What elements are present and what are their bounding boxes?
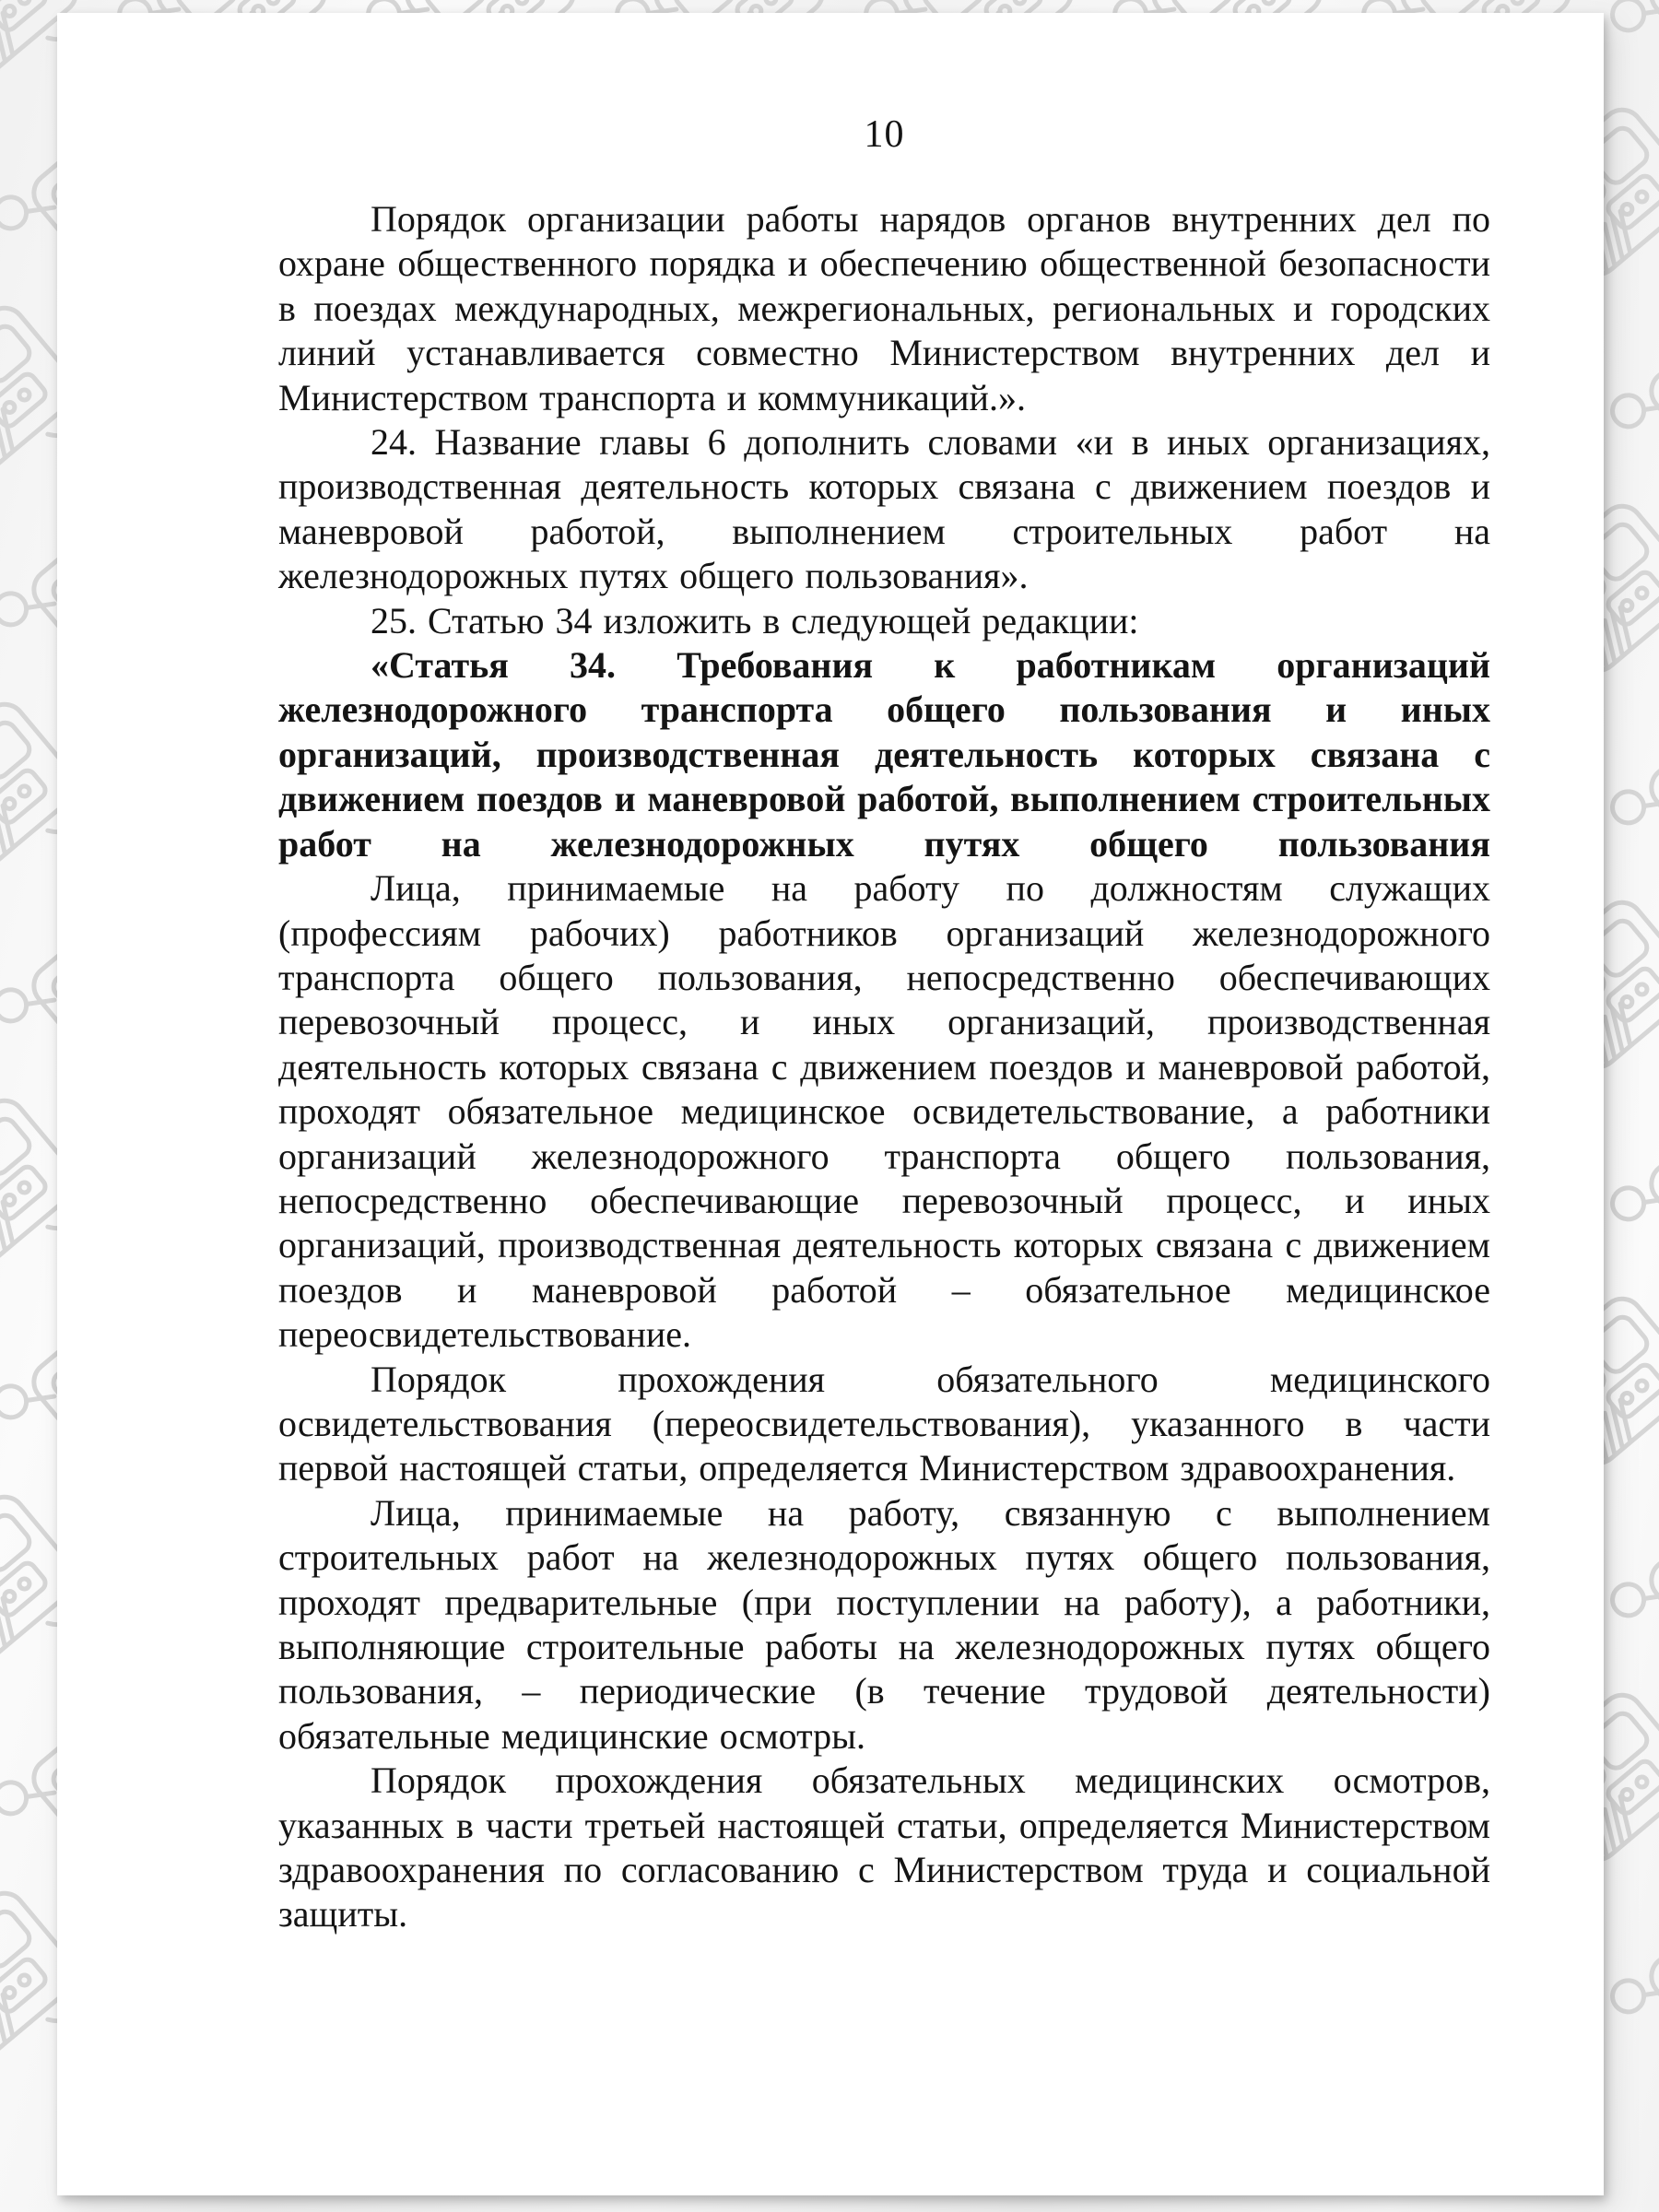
article-34-heading: «Статья 34. Требования к работникам организаций железнодорожного транспорта общего пользования и иных организаций, производственная деятельность которых связана с движением поездов и маневровой работой, выполнением строительных работ на железнодорожных путях общего пользования [278, 644, 1490, 865]
paragraph-checkup-procedure: Порядок прохождения обязательных медицинских осмотров, указанных в части третьей настоящей статьи, определяется Министерством здравоохранения по согласованию с Министерством труда и социальной защиты. [278, 1759, 1490, 1936]
pattern-icon [1606, 293, 1659, 525]
pattern-icon [1606, 1878, 1659, 2111]
paragraph-medical-examination: Лица, принимаемые на работу по должностям служащих (профессиям рабочих) работников организаций железнодорожного транспорта общего пользования, непосредственно обеспечивающих перевозочный процесс, и иных организаций, производственная деятельность которых связана с движением поездов и маневровой работой, проходят обязательное медицинское освидетельствование, а работники организаций железнодорожного транспорта общего пользования, непосредственно обеспечивающие перевозочный процесс, и иных организаций, производственная деятельность которых связана с движением поездов и маневровой работой – обязательное медицинское переосвидетельствование. [278, 867, 1490, 1356]
page-number: 10 [864, 113, 905, 156]
pattern-icon [1606, 1086, 1659, 1318]
paragraph-item-24: 24. Название главы 6 дополнить словами «и в иных организациях, производственная деятельность которых связана с движением поездов и маневровой работой, выполнением строительных работ на железнодорожных путях общего пользования». [278, 421, 1490, 597]
pattern-icon [1606, 689, 1659, 922]
paragraph-examination-procedure: Порядок прохождения обязательного медицинского освидетельствования (переосвидетельствования), указанного в части первой настоящей статьи, определяется Министерством здравоохранения. [278, 1358, 1490, 1489]
pattern-icon [1606, 1482, 1659, 1714]
paragraph-order-of-police-units: Порядок организации работы нарядов органов внутренних дел по охране общественного порядка и обеспечению общественной безопасности в поездах международных, межрегиональных, региональных и городских линий устанавливается совместно Министерством внутренних дел и Министерством транспорта и коммуникаций.». [278, 198, 1490, 418]
paragraph-item-25: 25. Статью 34 изложить в следующей редакции: [371, 599, 1139, 641]
document-page [57, 13, 1604, 2195]
paragraph-construction-workers: Лица, принимаемые на работу, связанную с выполнением строительных работ на железнодорожных путях общего пользования, проходят предварительные (при поступлении на работу), а работники, выполняющие строительные работы на железнодорожных путях общего пользования, – периодические (в течение трудовой деятельности) обязательные медицинские осмотры. [278, 1491, 1490, 1757]
